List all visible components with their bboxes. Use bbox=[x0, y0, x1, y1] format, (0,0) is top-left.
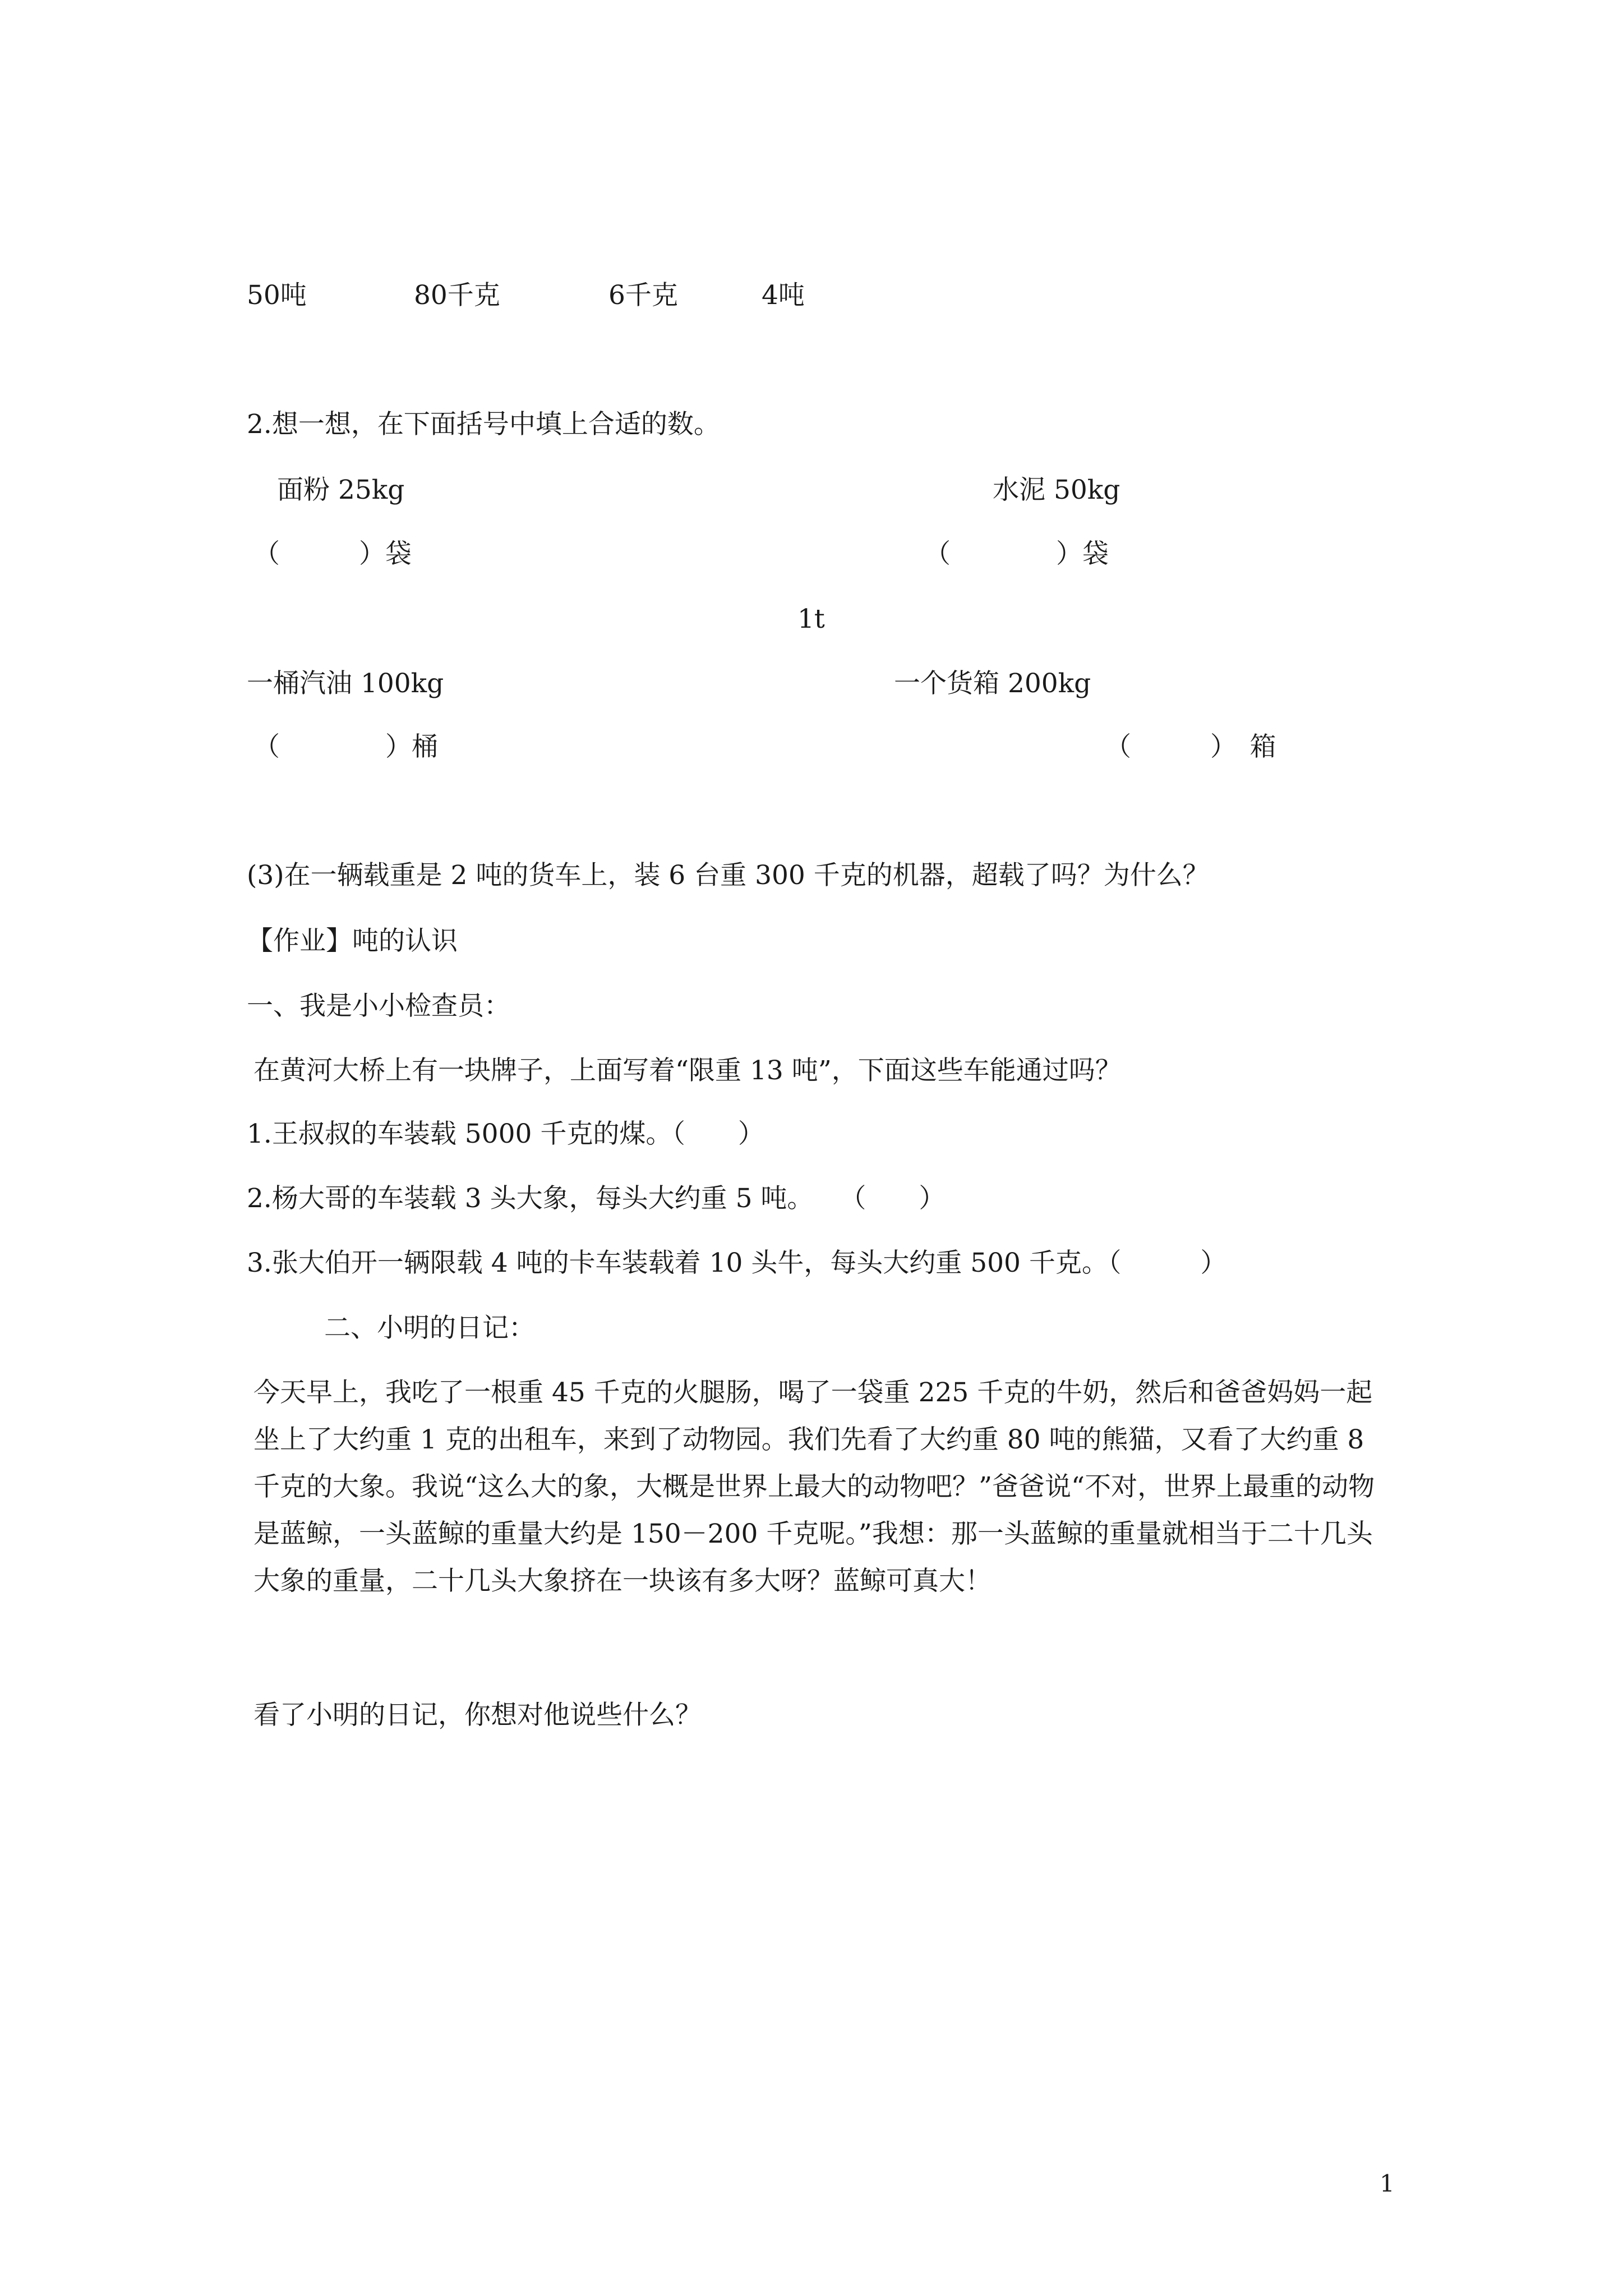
q2-center-1t: 1t bbox=[797, 604, 825, 634]
q3-text: (3)在一辆载重是 2 吨的货车上，装 6 台重 300 千克的机器，超载了吗？为什么？ bbox=[247, 860, 1209, 891]
q2-cement-blank: （ ）袋 bbox=[924, 539, 1109, 569]
q2-gasoline-label: 一桶汽油 100kg bbox=[247, 668, 444, 699]
weight-option-4: 4吨 bbox=[762, 280, 805, 311]
homework-section-1: 一、我是小小检查员： bbox=[247, 991, 510, 1022]
page-number: 1 bbox=[1380, 2170, 1395, 2197]
homework-title: 【作业】吨的认识 bbox=[247, 926, 458, 956]
q2-cargo-blank: （ ） 箱 bbox=[1105, 731, 1276, 762]
check-item-2: 2.杨大哥的车装载 3 头大象，每头大约重 5 吨。 （ ） bbox=[247, 1183, 946, 1214]
check-item-1: 1.王叔叔的车装载 5000 千克的煤。（ ） bbox=[247, 1119, 764, 1149]
weight-option-3: 6千克 bbox=[608, 280, 678, 311]
diary-question: 看了小明的日记，你想对他说些什么？ bbox=[253, 1700, 702, 1731]
q2-cement-label: 水泥 50kg bbox=[993, 475, 1121, 505]
q2-cargo-label: 一个货箱 200kg bbox=[894, 668, 1091, 699]
homework-intro: 在黄河大桥上有一块牌子，上面写着“限重 13 吨”，下面这些车能通过吗？ bbox=[253, 1055, 1122, 1086]
check-item-3: 3.张大伯开一辆限载 4 吨的卡车装载着 10 头牛，每头大约重 500 千克。（ ） bbox=[247, 1248, 1227, 1278]
homework-section-2: 二、小明的日记： bbox=[324, 1313, 535, 1343]
weight-option-2: 80千克 bbox=[414, 280, 500, 311]
diary-paragraph: 今天早上，我吃了一根重 45 千克的火腿肠，喝了一袋重 225 千克的牛奶，然后和爸爸妈妈一起坐上了大约重 1 克的出租车，来到了动物园。我们先看了大约重 80 吨的熊猫，又看了大约重 8 千克的大象。我说“这么大的象，大概是世界上最大的动物吧？”爸爸说“不对，世界上最重的动物是蓝鲸，一头蓝鲸的重量大约是 150－200 千克呢。”我想：那一头蓝鲸的重量就相当于二十几头大象的重量，二十几头大象挤在一块该有多大呀？蓝鲸可真大！ bbox=[253, 1377, 1375, 1596]
q2-title: 2.想一想，在下面括号中填上合适的数。 bbox=[247, 409, 720, 440]
weight-option-1: 50吨 bbox=[247, 280, 307, 311]
q2-gasoline-blank: （ ）桶 bbox=[253, 731, 438, 762]
q2-flour-blank: （ ）袋 bbox=[253, 539, 412, 569]
q2-flour-label: 面粉 25kg bbox=[277, 475, 405, 505]
